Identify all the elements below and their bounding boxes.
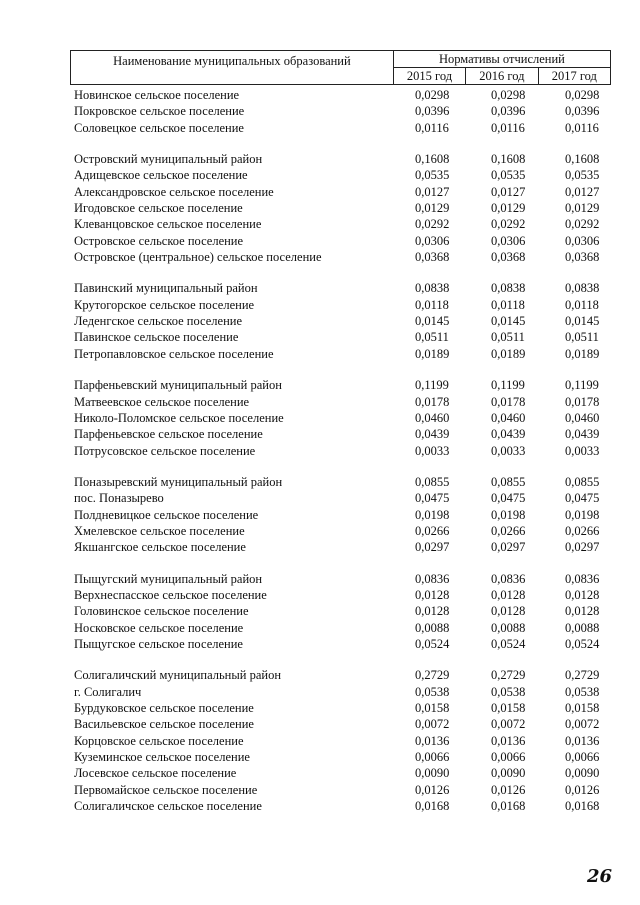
row-value-2017: 0,0368 — [565, 250, 600, 265]
table-row — [74, 233, 614, 249]
row-value-2015: 0,2729 — [415, 668, 450, 683]
row-value-2016: 0,0439 — [491, 427, 526, 442]
table-row — [74, 620, 614, 636]
table-body — [74, 87, 614, 814]
row-value-2015: 0,0128 — [415, 587, 450, 602]
row-value-2017: 0,0535 — [565, 168, 600, 183]
row-value-2016: 0,0524 — [491, 636, 526, 651]
row-label: Петропавловское сельское поселение — [74, 346, 274, 361]
row-value-2015: 0,0198 — [415, 507, 450, 522]
table-row — [74, 700, 614, 716]
row-value-2015: 0,0033 — [415, 443, 450, 458]
table-row — [74, 636, 614, 652]
row-label: Бурдуковское сельское поселение — [74, 701, 254, 715]
row-label: Островское сельское поселение — [74, 233, 244, 248]
row-value-2015: 0,0116 — [415, 120, 449, 135]
row-value-2016: 0,0129 — [491, 201, 526, 216]
table-row — [74, 765, 614, 781]
row-value-2016: 0,0136 — [491, 733, 526, 748]
row-label: Носковское сельское поселение — [74, 620, 244, 635]
row-label: Островское (центральное) сельское поселение — [74, 250, 322, 265]
row-label: Покровское сельское поселение — [74, 104, 245, 119]
table-row — [74, 571, 614, 587]
row-label: Куземинское сельское поселение — [74, 750, 250, 765]
row-label: Пыщугское сельское поселение — [74, 636, 243, 651]
row-value-2015: 0,0292 — [415, 217, 450, 232]
row-value-2017: 0,0855 — [565, 474, 600, 489]
header-year-2017: 2017 год — [538, 68, 610, 85]
row-value-2016: 0,0306 — [491, 233, 526, 248]
header-normatives-group: Нормативы отчислений — [393, 51, 610, 68]
row-value-2015: 0,0306 — [415, 233, 450, 248]
row-label: Пыщугский муниципальный район — [74, 571, 263, 586]
row-value-2015: 0,0136 — [415, 733, 450, 748]
row-label: Леденгское сельское поселение — [74, 314, 243, 329]
table-row — [74, 490, 614, 506]
table-row — [74, 410, 614, 426]
row-value-2016: 0,0168 — [491, 799, 526, 814]
table-header — [70, 50, 611, 85]
row-value-2016: 0,0033 — [491, 443, 526, 458]
table-row — [74, 216, 614, 232]
row-value-2015: 0,0368 — [415, 250, 450, 265]
row-value-2015: 0,0524 — [415, 636, 450, 651]
row-value-2017: 0,0090 — [565, 766, 600, 781]
header-year-2016: 2016 год — [466, 68, 538, 85]
row-value-2015: 0,0088 — [415, 620, 450, 635]
row-value-2017: 0,0178 — [565, 394, 600, 409]
row-value-2017: 0,0118 — [565, 297, 599, 312]
row-value-2016: 0,0158 — [491, 701, 526, 715]
row-label: Потрусовское сельское поселение — [74, 443, 256, 458]
row-label: Корцовское сельское поселение — [74, 733, 244, 748]
table-row — [74, 684, 614, 700]
row-label: Павинский муниципальный район — [74, 281, 258, 296]
row-value-2015: 0,0855 — [415, 474, 450, 489]
row-value-2016: 0,0297 — [491, 540, 526, 555]
table-row — [74, 474, 614, 490]
row-value-2015: 0,0838 — [415, 281, 450, 296]
row-label: Клеванцовское сельское поселение — [74, 217, 262, 232]
row-value-2016: 0,0460 — [491, 410, 526, 425]
row-value-2016: 0,0368 — [491, 250, 526, 265]
row-value-2015: 0,0090 — [415, 766, 450, 781]
table-row — [74, 87, 614, 103]
row-value-2017: 0,0292 — [565, 217, 600, 232]
row-value-2016: 0,0855 — [491, 474, 526, 489]
row-value-2015: 0,1199 — [415, 378, 449, 393]
row-value-2015: 0,0129 — [415, 201, 450, 216]
row-value-2016: 0,0298 — [491, 88, 526, 102]
row-value-2017: 0,0266 — [565, 523, 600, 538]
table-row — [74, 539, 614, 555]
table-row — [74, 507, 614, 523]
row-value-2016: 0,1199 — [491, 378, 525, 393]
row-value-2017: 0,0168 — [565, 799, 600, 814]
row-label: Игодовское сельское поселение — [74, 201, 243, 216]
row-value-2015: 0,0072 — [415, 717, 450, 732]
page-number: 26 — [586, 866, 612, 887]
row-value-2016: 0,0292 — [491, 217, 526, 232]
row-value-2015: 0,0127 — [415, 184, 450, 199]
row-value-2016: 0,0189 — [491, 346, 526, 361]
table-row — [74, 394, 614, 410]
row-value-2017: 0,0127 — [565, 184, 600, 199]
table-row — [74, 587, 614, 603]
row-label: г. Солигалич — [74, 684, 142, 699]
table-row — [74, 782, 614, 798]
row-label: Солигаличское сельское поселение — [74, 799, 262, 814]
table-row — [74, 603, 614, 619]
row-value-2016: 0,0396 — [491, 104, 526, 119]
row-value-2016: 0,0088 — [491, 620, 526, 635]
row-value-2015: 0,0475 — [415, 491, 450, 506]
table-row — [74, 120, 614, 136]
row-value-2016: 0,0127 — [491, 184, 526, 199]
row-value-2015: 0,0168 — [415, 799, 450, 814]
row-value-2017: 0,2729 — [565, 668, 600, 683]
row-value-2017: 0,0524 — [565, 636, 600, 651]
row-value-2017: 0,0538 — [565, 684, 600, 699]
row-value-2017: 0,0460 — [565, 410, 600, 425]
row-value-2016: 0,0538 — [491, 684, 526, 699]
row-label: Первомайское сельское поселение — [74, 782, 258, 797]
row-value-2015: 0,0118 — [415, 297, 449, 312]
row-value-2016: 0,0511 — [491, 330, 525, 345]
row-value-2017: 0,0836 — [565, 571, 600, 586]
row-value-2015: 0,0460 — [415, 410, 450, 425]
row-value-2017: 0,0145 — [565, 314, 600, 329]
table-row — [74, 346, 614, 362]
row-value-2016: 0,0535 — [491, 168, 526, 183]
row-value-2017: 0,0475 — [565, 491, 600, 506]
table-row — [74, 184, 614, 200]
row-value-2016: 0,0145 — [491, 314, 526, 329]
row-label: Павинское сельское поселение — [74, 330, 239, 345]
table-row — [74, 167, 614, 183]
row-label: Крутогорское сельское поселение — [74, 297, 255, 312]
row-value-2017: 0,0128 — [565, 604, 600, 619]
row-value-2016: 0,0128 — [491, 604, 526, 619]
row-value-2017: 0,0298 — [565, 88, 600, 102]
row-value-2015: 0,0396 — [415, 104, 450, 119]
row-label: Адищевское сельское поселение — [74, 168, 248, 183]
row-label: Полдневицкое сельское поселение — [74, 507, 259, 522]
row-label: Парфеньевское сельское поселение — [74, 427, 263, 442]
row-value-2017: 0,0189 — [565, 346, 600, 361]
row-value-2015: 0,0128 — [415, 604, 450, 619]
row-value-2017: 0,0306 — [565, 233, 600, 248]
table-row — [74, 716, 614, 732]
row-value-2015: 0,0297 — [415, 540, 450, 555]
row-label: Якшангское сельское поселение — [74, 540, 246, 555]
row-value-2016: 0,0118 — [491, 297, 525, 312]
row-value-2017: 0,0297 — [565, 540, 600, 555]
row-value-2015: 0,0298 — [415, 88, 450, 102]
row-value-2017: 0,0396 — [565, 104, 600, 119]
row-value-2016: 0,0475 — [491, 491, 526, 506]
row-label: Александровское сельское поселение — [74, 184, 274, 199]
table-row — [74, 377, 614, 393]
row-value-2017: 0,0439 — [565, 427, 600, 442]
row-value-2017: 0,0128 — [565, 587, 600, 602]
header-year-2015: 2015 год — [393, 68, 465, 85]
row-value-2015: 0,0126 — [415, 782, 450, 797]
row-value-2017: 0,0066 — [565, 750, 600, 765]
row-value-2015: 0,0439 — [415, 427, 450, 442]
table-row — [74, 103, 614, 119]
row-value-2017: 0,0072 — [565, 717, 600, 732]
row-value-2015: 0,0066 — [415, 750, 450, 765]
row-value-2017: 0,0116 — [565, 120, 599, 135]
row-value-2016: 0,1608 — [491, 152, 526, 167]
row-value-2015: 0,0511 — [415, 330, 449, 345]
row-value-2017: 0,0158 — [565, 701, 600, 715]
table-row — [74, 297, 614, 313]
row-value-2017: 0,1608 — [565, 152, 600, 167]
row-value-2017: 0,0136 — [565, 733, 600, 748]
row-value-2016: 0,0072 — [491, 717, 526, 732]
table-row — [74, 733, 614, 749]
row-value-2017: 0,0033 — [565, 443, 600, 458]
row-value-2016: 0,0066 — [491, 750, 526, 765]
row-label: Головинское сельское поселение — [74, 604, 249, 619]
row-value-2015: 0,0266 — [415, 523, 450, 538]
row-value-2017: 0,0511 — [565, 330, 599, 345]
row-value-2016: 0,0198 — [491, 507, 526, 522]
row-label: Поназыревский муниципальный район — [74, 474, 283, 489]
row-label: Соловецкое сельское поселение — [74, 120, 244, 135]
row-value-2015: 0,0538 — [415, 684, 450, 699]
row-label: Верхнеспасское сельское поселение — [74, 587, 267, 602]
row-value-2016: 0,0126 — [491, 782, 526, 797]
row-value-2015: 0,0535 — [415, 168, 450, 183]
row-label: Солигаличский муниципальный район — [74, 668, 282, 683]
row-value-2015: 0,0189 — [415, 346, 450, 361]
table-row — [74, 523, 614, 539]
header-name-column: Наименование муниципальных образований — [71, 51, 394, 85]
row-value-2016: 0,0178 — [491, 394, 526, 409]
row-value-2015: 0,1608 — [415, 152, 450, 167]
table-row — [74, 443, 614, 459]
row-label: Николо-Поломское сельское поселение — [74, 410, 284, 425]
row-label: Островский муниципальный район — [74, 152, 263, 167]
table-row — [74, 249, 614, 265]
table-row — [74, 798, 614, 814]
row-value-2017: 0,0838 — [565, 281, 600, 296]
row-value-2017: 0,1199 — [565, 378, 599, 393]
row-value-2017: 0,0126 — [565, 782, 600, 797]
row-value-2017: 0,0088 — [565, 620, 600, 635]
row-label: Васильевское сельское поселение — [74, 717, 254, 732]
row-value-2016: 0,0838 — [491, 281, 526, 296]
table-row — [74, 426, 614, 442]
row-label: Хмелевское сельское поселение — [74, 523, 245, 538]
table-row — [74, 151, 614, 167]
table-row — [74, 280, 614, 296]
row-label: Лосевское сельское поселение — [74, 766, 237, 781]
row-value-2016: 0,0836 — [491, 571, 526, 586]
row-value-2017: 0,0198 — [565, 507, 600, 522]
row-label: пос. Поназырево — [74, 491, 164, 506]
row-label: Матвеевское сельское поселение — [74, 394, 250, 409]
row-value-2015: 0,0158 — [415, 701, 450, 715]
row-label: Новинское сельское поселение — [74, 88, 240, 102]
table-row — [74, 667, 614, 683]
table-row — [74, 329, 614, 345]
row-label: Парфеньевский муниципальный район — [74, 378, 282, 393]
row-value-2015: 0,0178 — [415, 394, 450, 409]
table-row — [74, 749, 614, 765]
row-value-2016: 0,0266 — [491, 523, 526, 538]
row-value-2016: 0,0116 — [491, 120, 525, 135]
row-value-2016: 0,2729 — [491, 668, 526, 683]
table-row — [74, 313, 614, 329]
row-value-2017: 0,0129 — [565, 201, 600, 216]
row-value-2015: 0,0145 — [415, 314, 450, 329]
row-value-2015: 0,0836 — [415, 571, 450, 586]
table-row — [74, 200, 614, 216]
row-value-2016: 0,0090 — [491, 766, 526, 781]
row-value-2016: 0,0128 — [491, 587, 526, 602]
